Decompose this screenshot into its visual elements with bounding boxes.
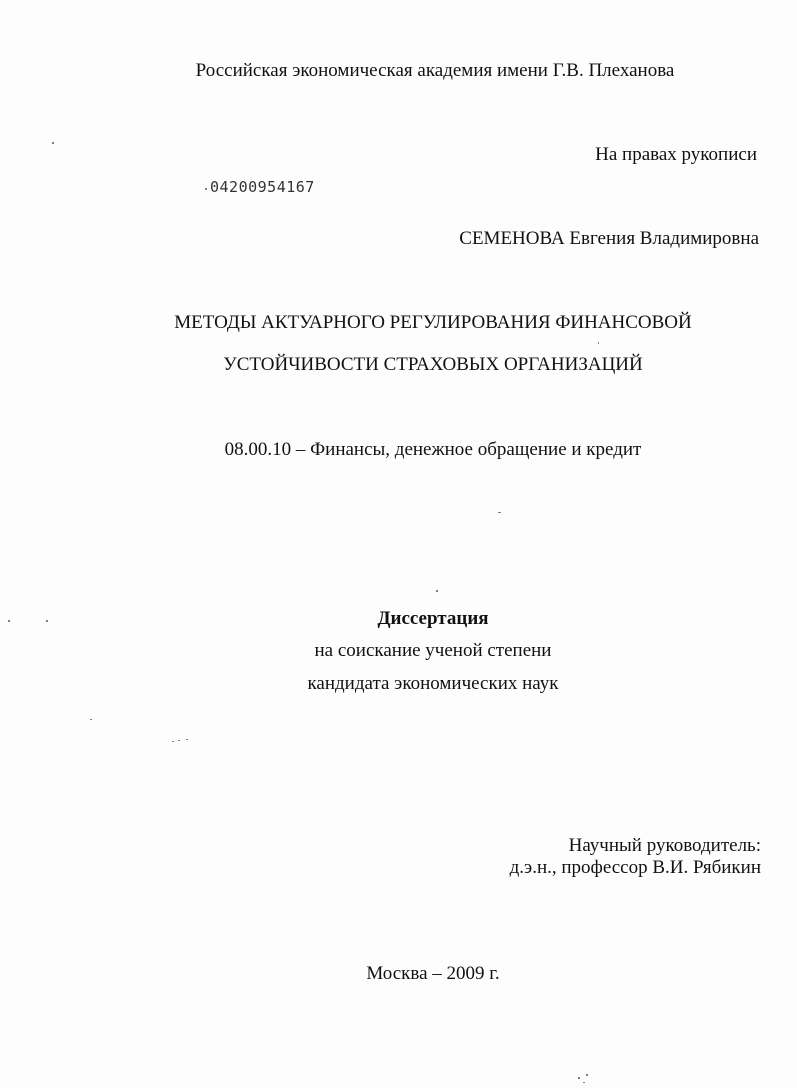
scan-speck (586, 1074, 588, 1076)
scan-speck (436, 590, 438, 592)
scan-speck (46, 620, 48, 622)
scan-speck (178, 740, 180, 741)
author-name: СЕМЕНОВА Евгения Владимировна (459, 228, 759, 249)
specialty (0, 439, 797, 461)
scan-speck (172, 741, 174, 742)
institution-name: Российская экономическая академия имени Г.В. Плеханова (195, 60, 675, 81)
dissertation-title-line-1: МЕТОДЫ АКТУАРНОГО РЕГУЛИРОВАНИЯ ФИНАНСОВОЙ (174, 312, 692, 333)
scan-speck (90, 719, 92, 720)
degree-line-1: на соискание ученой степени (314, 640, 552, 661)
dissertation-title-line-2: УСТОЙЧИВОСТИ СТРАХОВЫХ ОРГАНИЗАЦИЙ (223, 354, 643, 375)
scan-speck (205, 188, 207, 190)
scan-speck (52, 142, 54, 144)
city-year: Москва – 2009 г. (366, 963, 500, 984)
scan-speck (186, 739, 188, 740)
specialty-name: Финансы, денежное обращение и кредит (310, 439, 642, 460)
scan-speck (583, 1082, 585, 1083)
scan-speck (598, 342, 599, 344)
scan-speck (498, 512, 501, 513)
supervisor-name: д.э.н., профессор В.И. Рябикин (509, 857, 761, 878)
scan-speck (578, 1077, 580, 1079)
specialty-code: 08.00.10 – (224, 439, 311, 460)
catalog-code: 04200954167 (210, 178, 315, 196)
degree-line-2: кандидата экономических наук (307, 673, 559, 694)
supervisor-label: Научный руководитель: (568, 835, 761, 856)
rights-note: На правах рукописи (595, 144, 757, 165)
scan-speck (8, 620, 10, 622)
document-type: Диссертация (377, 608, 489, 629)
